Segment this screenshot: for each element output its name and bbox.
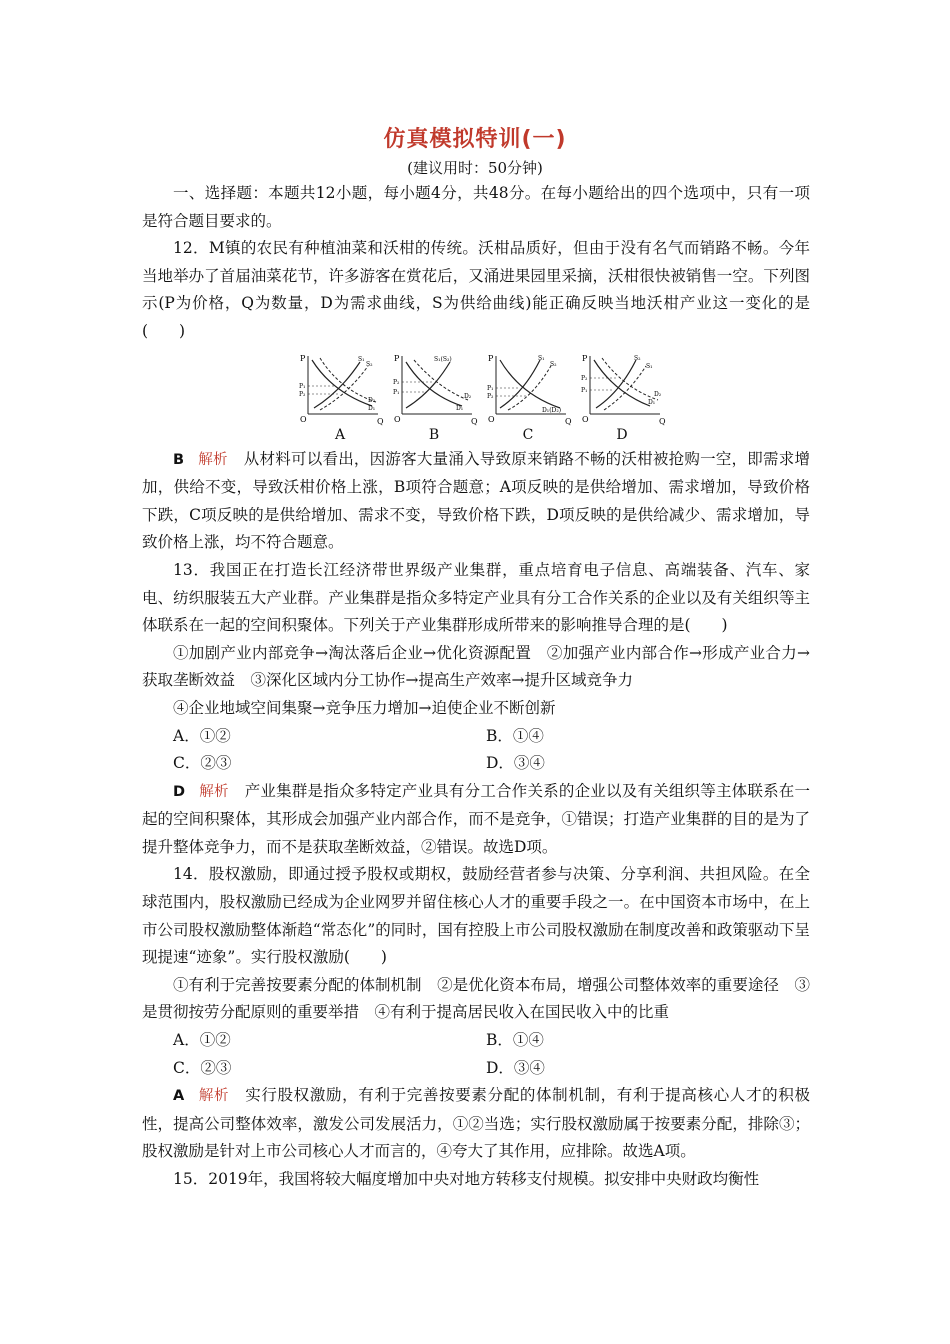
- origin-label: O: [582, 414, 589, 424]
- section-intro: 一、选择题：本题共12小题，每小题4分，共48分。在每小题给出的四个选项中，只有一项是符合题目要求的。: [142, 184, 810, 230]
- analysis-text: 产业集群是指众多特定产业具有分工合作关系的企业以及有关组织等主体联系在一起的空间积聚体，其形成会加强产业内部合作，而不是竞争，①错误；打造产业集群的目的是为了提升整体竞争力，而不是获取垄断效益，②错误。故选D项。: [142, 781, 811, 856]
- figure-a: [298, 352, 382, 444]
- price-label: P₁: [487, 384, 494, 392]
- question-14-options: [142, 1027, 810, 1055]
- figure-c-graph: [486, 352, 570, 426]
- demand-label: D₂: [368, 396, 376, 404]
- figure-letter: A: [334, 426, 346, 443]
- origin-label: O: [394, 414, 401, 424]
- demand-label: D₁: [648, 398, 656, 406]
- axis-q-label: Q: [471, 416, 478, 426]
- option-d: D．③④: [486, 1058, 545, 1077]
- price-label: P₁: [393, 388, 400, 396]
- option-b: B．①④: [486, 726, 544, 745]
- axis-p-label: P: [488, 353, 494, 363]
- question-12-analysis: [142, 446, 810, 557]
- question-12-figures: [142, 352, 810, 444]
- figure-b: [392, 352, 476, 444]
- question-15-stem: 15．2019年，我国将较大幅度增加中央对地方转移支付规模。拟安排中央财政均衡性: [173, 1170, 760, 1188]
- question-13-options: [142, 723, 810, 751]
- answer-letter: A: [173, 1088, 185, 1105]
- figure-c: [486, 352, 570, 444]
- supply-label: S₂: [634, 354, 641, 362]
- figure-d-graph: [580, 352, 664, 426]
- analysis-text: 从材料可以看出，因游客大量涌入导致原来销路不畅的沃柑被抢购一空，即需求增加，供给不变，导致沃柑价格上涨，B项符合题意；A项反映的是供给增加、需求增加，导致价格下跌，C项反映的是供给增加、需求不变，导致价格下跌，D项反映的是供给减少、需求增加，导致价格上涨，均不符合题意。: [142, 449, 811, 552]
- option-c: C．②③: [173, 1058, 232, 1077]
- question-14-analysis: [142, 1082, 810, 1166]
- price-label: P₂: [299, 390, 306, 398]
- question-13-items: ①加剧产业内部竞争→淘汰落后企业→优化资源配置 ②加强产业内部合作→形成产业合力→获取垄断效益 ③深化区域内分工协作→提高生产效率→提升区域竞争力: [142, 643, 810, 690]
- answer-letter: B: [173, 451, 185, 468]
- supply-label: S₂: [366, 360, 373, 368]
- axis-q-label: Q: [377, 416, 384, 426]
- figure-d: [580, 352, 664, 444]
- demand-label: D₂: [464, 392, 472, 400]
- demand-label: D₂: [654, 390, 662, 398]
- supply-label: S₁: [646, 362, 653, 370]
- analysis-text: 实行股权激励，有利于完善按要素分配的体制机制，有利于提高核心人才的积极性，提高公司整体效率，激发公司发展活力，①②当选；实行股权激励属于按要素分配，排除③；股权激励是针对上市公司核心人才而言的，④夸大了其作用，应排除。故选A项。: [142, 1086, 810, 1161]
- axis-q-label: Q: [659, 416, 666, 426]
- demand-label: D₁: [368, 404, 376, 412]
- price-label: P₁: [299, 382, 306, 390]
- axis-q-label: Q: [565, 416, 572, 426]
- document-body: [142, 180, 810, 1194]
- question-13-stem: 13．我国正在打造长江经济带世界级产业集群，重点培育电子信息、高端装备、汽车、家电、纺织服装五大产业群。产业集群是指众多特定产业具有分工合作关系的企业以及有关组织等主体联系在一起的空间积聚体。下列关于产业集群形成所带来的影响推导合理的是( ): [142, 560, 810, 635]
- option-a: A．①②: [173, 726, 231, 745]
- price-label: P₂: [487, 392, 494, 400]
- page-title: 仿真模拟特训(一): [383, 127, 567, 152]
- supply-label: S₂: [550, 360, 557, 368]
- origin-label: O: [488, 414, 495, 424]
- origin-label: O: [300, 414, 307, 424]
- price-label: P₂: [581, 374, 588, 382]
- axis-p-label: P: [582, 353, 588, 363]
- question-14-items: ①有利于完善按要素分配的体制机制 ②是优化资本布局，增强公司整体效率的重要途径 ③是贯彻按劳分配原则的重要举措 ④有利于提高居民收入在国民收入中的比重: [142, 975, 810, 1022]
- answer-letter: D: [173, 783, 186, 800]
- question-14-stem: 14．股权激励，即通过授予股权或期权，鼓励经营者参与决策、分享利润、共担风险。在全球范围内，股权激励已经成为企业网罗并留住核心人才的重要手段之一。在中国资本市场中，在上市公司股权激励整体渐趋“常态化”的同时，国有控股上市公司股权激励在制度改善和政策驱动下呈现提速“迹象”。实行股权激励( ): [142, 865, 810, 967]
- supply-label: S₁: [358, 355, 365, 363]
- question-13-options: [142, 750, 810, 778]
- analysis-label: 解析: [199, 783, 229, 800]
- figure-a-graph: [298, 352, 382, 426]
- figure-letter: D: [616, 426, 628, 443]
- question-13-analysis: [142, 778, 810, 862]
- axis-p-label: P: [300, 353, 306, 363]
- supply-label: S₁(S₂): [434, 355, 452, 363]
- option-d: D．③④: [486, 754, 545, 773]
- price-label: P₁: [581, 386, 588, 394]
- price-label: P₂: [393, 378, 400, 386]
- analysis-label: 解析: [198, 451, 228, 468]
- page-subtitle: (建议用时：50分钟): [407, 159, 543, 177]
- axis-p-label: P: [394, 353, 400, 363]
- question-13-items: ④企业地域空间集聚→竞争压力增加→迫使企业不断创新: [173, 698, 556, 717]
- option-b: B．①④: [486, 1031, 544, 1050]
- demand-label: D₁(D₂): [542, 406, 562, 414]
- question-14-options: [142, 1055, 810, 1083]
- option-c: C．②③: [173, 754, 232, 773]
- figure-letter: B: [428, 426, 440, 443]
- figure-b-graph: [392, 352, 476, 426]
- figure-letter: C: [522, 426, 534, 443]
- demand-label: D₁: [456, 404, 464, 412]
- question-12-stem: 12．M镇的农民有种植油菜和沃柑的传统。沃柑品质好，但由于没有名气而销路不畅。今年当地举办了首届油菜花节，许多游客在赏花后，又涌进果园里采摘，沃柑很快被销售一空。下列图示(P为价格，Q为数量，D为需求曲线，S为供给曲线)能正确反映当地沃柑产业这一变化的是( ): [142, 239, 810, 340]
- analysis-label: 解析: [198, 1088, 230, 1105]
- supply-label: S₁: [538, 354, 545, 362]
- option-a: A．①②: [173, 1031, 231, 1050]
